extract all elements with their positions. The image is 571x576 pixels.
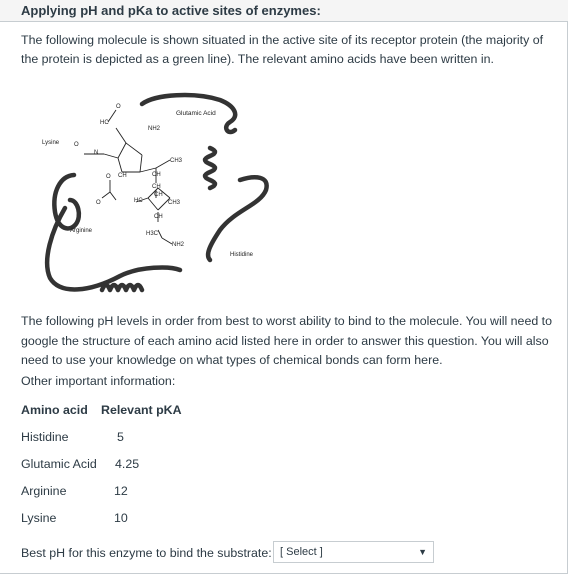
atom-label: CH3 bbox=[170, 158, 183, 164]
atom-label: CH bbox=[152, 184, 161, 190]
protein-line-outer bbox=[47, 208, 180, 289]
label-histidine: Histidine bbox=[230, 252, 254, 258]
atom-label: CH3 bbox=[168, 200, 181, 206]
atom-label: O bbox=[106, 174, 111, 180]
row-pka-glutamic: 4.25 bbox=[115, 457, 140, 471]
column-header-pka: Relevant pKA bbox=[101, 403, 182, 417]
protein-line-right-1 bbox=[205, 148, 215, 188]
row-pka-arginine: 12 bbox=[114, 484, 128, 498]
atom-label: CH bbox=[154, 192, 163, 198]
protein-line-right-2 bbox=[208, 177, 267, 260]
atom-label: NH2 bbox=[172, 242, 185, 248]
row-acid-lysine: Lysine bbox=[21, 511, 57, 525]
atom-label: CH bbox=[152, 172, 161, 178]
row-acid-glutamic: Glutamic Acid bbox=[21, 457, 97, 471]
column-header-amino-acid: Amino acid bbox=[21, 403, 88, 417]
row-pka-lysine: 10 bbox=[114, 511, 128, 525]
label-arginine: Arginine bbox=[70, 228, 93, 234]
row-acid-histidine: Histidine bbox=[21, 430, 69, 444]
question-description: The following pH levels in order from best to worst ability to bind to the molecule. You will need to google the structure of each amino acid listed here in order to answer this question. You will also need to use your knowledge on what types of chemical bonds can form here. bbox=[21, 314, 553, 367]
atom-label: N bbox=[94, 150, 99, 156]
question-title: Applying pH and pKa to active sites of enzymes: bbox=[21, 3, 321, 18]
other-info-heading: Other important information: bbox=[21, 374, 176, 388]
answer-label: Best pH for this enzyme to bind the substrate: bbox=[21, 546, 272, 560]
atom-label: HC bbox=[100, 120, 109, 126]
answer-select[interactable] bbox=[273, 541, 434, 563]
atom-label: O bbox=[116, 104, 121, 110]
atom-label: O bbox=[96, 200, 101, 206]
atom-label: NH2 bbox=[148, 126, 161, 132]
row-pka-histidine: 5 bbox=[117, 430, 124, 444]
question-intro: The following molecule is shown situated in the active site of its receptor protein (the majority of the protein is depicted as a green line). The relevant amino acids have been written in. bbox=[21, 33, 544, 66]
protein-line-bottom bbox=[102, 285, 142, 290]
atom-label: CH bbox=[118, 173, 127, 179]
active-site-figure bbox=[30, 80, 310, 305]
select-value: [ Select ] bbox=[280, 546, 323, 558]
atom-label: HC bbox=[134, 198, 143, 204]
atom-label: H3C bbox=[146, 231, 159, 237]
atom-label: O bbox=[74, 142, 79, 148]
row-acid-arginine: Arginine bbox=[21, 484, 67, 498]
label-glutamic-acid: Glutamic Acid bbox=[176, 110, 216, 117]
atom-label: CH bbox=[154, 214, 163, 220]
triangle-down-icon: ▼ bbox=[418, 547, 427, 557]
label-lysine: Lysine bbox=[42, 140, 60, 146]
